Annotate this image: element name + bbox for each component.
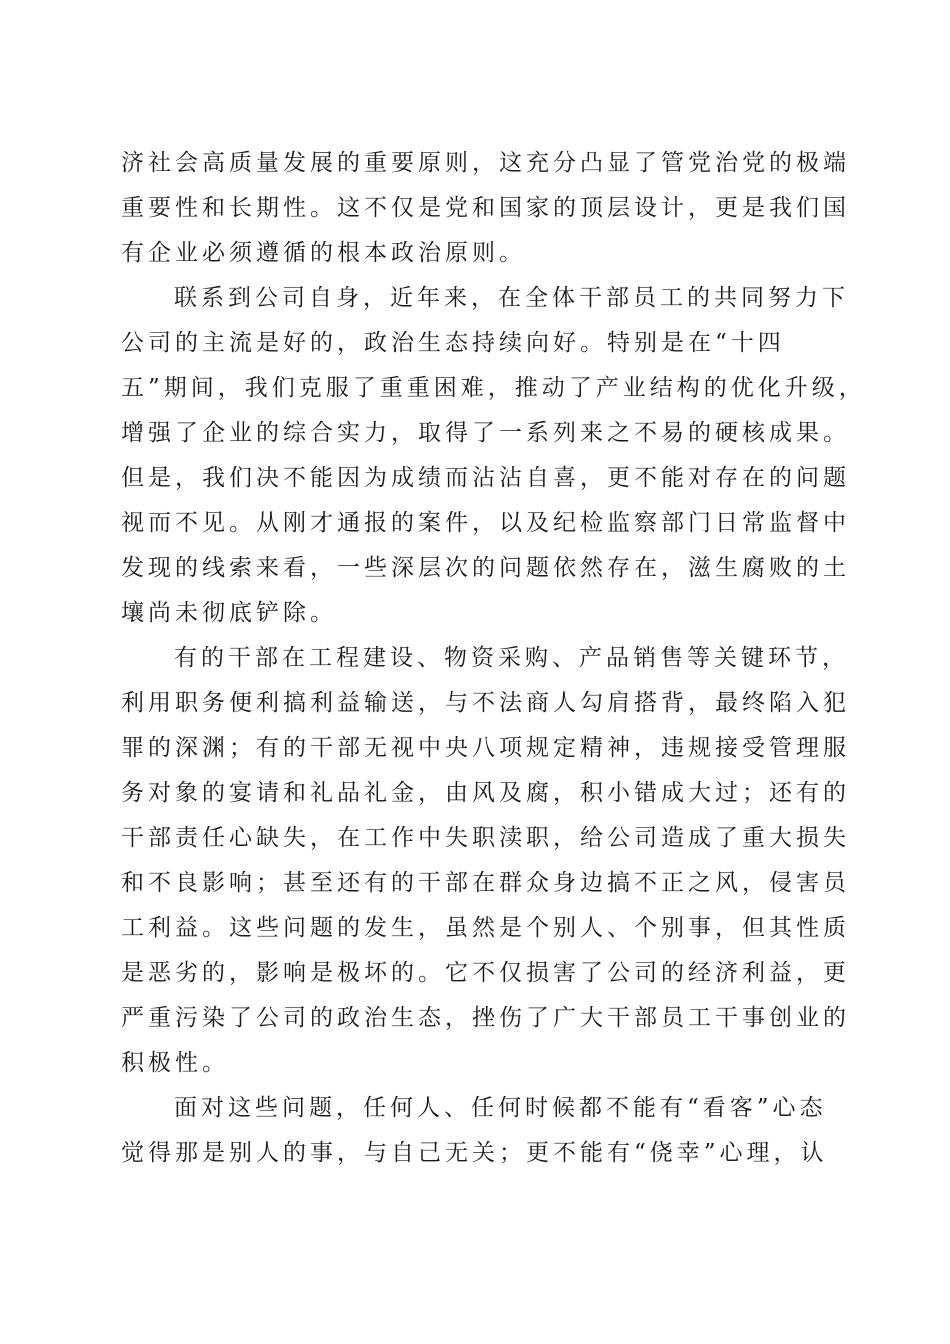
text-line: 干部责任心缺失，在工作中失职渎职，给公司造成了重大损失 [121,825,850,851]
text-line: 公司的主流是好的，政治生态持续向好。特别是在“十四 [121,330,785,356]
document-body [121,141,866,1176]
text-line: 有的干部在工程建设、物资采购、产品销售等关键环节， [174,645,849,671]
text-line: 觉得那是别人的事，与自己无关；更不能有“侥幸”心理，认 [121,1140,828,1166]
text-line: 有企业必须遵循的根本政治原则。 [121,240,526,266]
text-line: 利用职务便利搞利益输送，与不法商人勾肩搭背，最终陷入犯 [121,690,850,716]
text-line: 严重污染了公司的政治生态，挫伤了广大干部员工干事创业的 [121,1005,850,1031]
text-line: 是恶劣的，影响是极坏的。它不仅损害了公司的经济利益，更 [121,960,850,986]
text-line: 务对象的宴请和礼品礼金，由风及腐，积小错成大过；还有的 [121,780,850,806]
text-line: 联系到公司自身，近年来，在全体干部员工的共同努力下 [174,285,849,311]
text-line: 视而不见。从刚才通报的案件，以及纪检监察部门日常监督中 [121,510,850,536]
text-line: 济社会高质量发展的重要原则，这充分凸显了管党治党的极端 [121,150,850,176]
paragraph [121,276,866,636]
text-line: 面对这些问题，任何人、任何时候都不能有“看客”心态 [174,1095,827,1121]
text-line: 五”期间，我们克服了重重困难，推动了产业结构的优化升级， [121,375,866,401]
paragraph [121,636,850,1086]
text-line: 增强了企业的综合实力，取得了一系列来之不易的硬核成果。 [121,420,850,446]
text-line: 罪的深渊；有的干部无视中央八项规定精神，违规接受管理服 [121,735,850,761]
text-line: 壤尚未彻底铲除。 [121,600,337,626]
text-line: 工利益。这些问题的发生，虽然是个别人、个别事，但其性质 [121,915,850,941]
paragraph-continuation [121,141,850,276]
paragraph [121,1086,841,1176]
text-line: 和不良影响；甚至还有的干部在群众身边搞不正之风，侵害员 [121,870,850,896]
text-line: 但是，我们决不能因为成绩而沾沾自喜，更不能对存在的问题 [121,465,850,491]
text-line: 发现的线索来看，一些深层次的问题依然存在，滋生腐败的土 [121,555,850,581]
text-line: 积极性。 [121,1050,229,1076]
text-line: 重要性和长期性。这不仅是党和国家的顶层设计，更是我们国 [121,195,850,221]
